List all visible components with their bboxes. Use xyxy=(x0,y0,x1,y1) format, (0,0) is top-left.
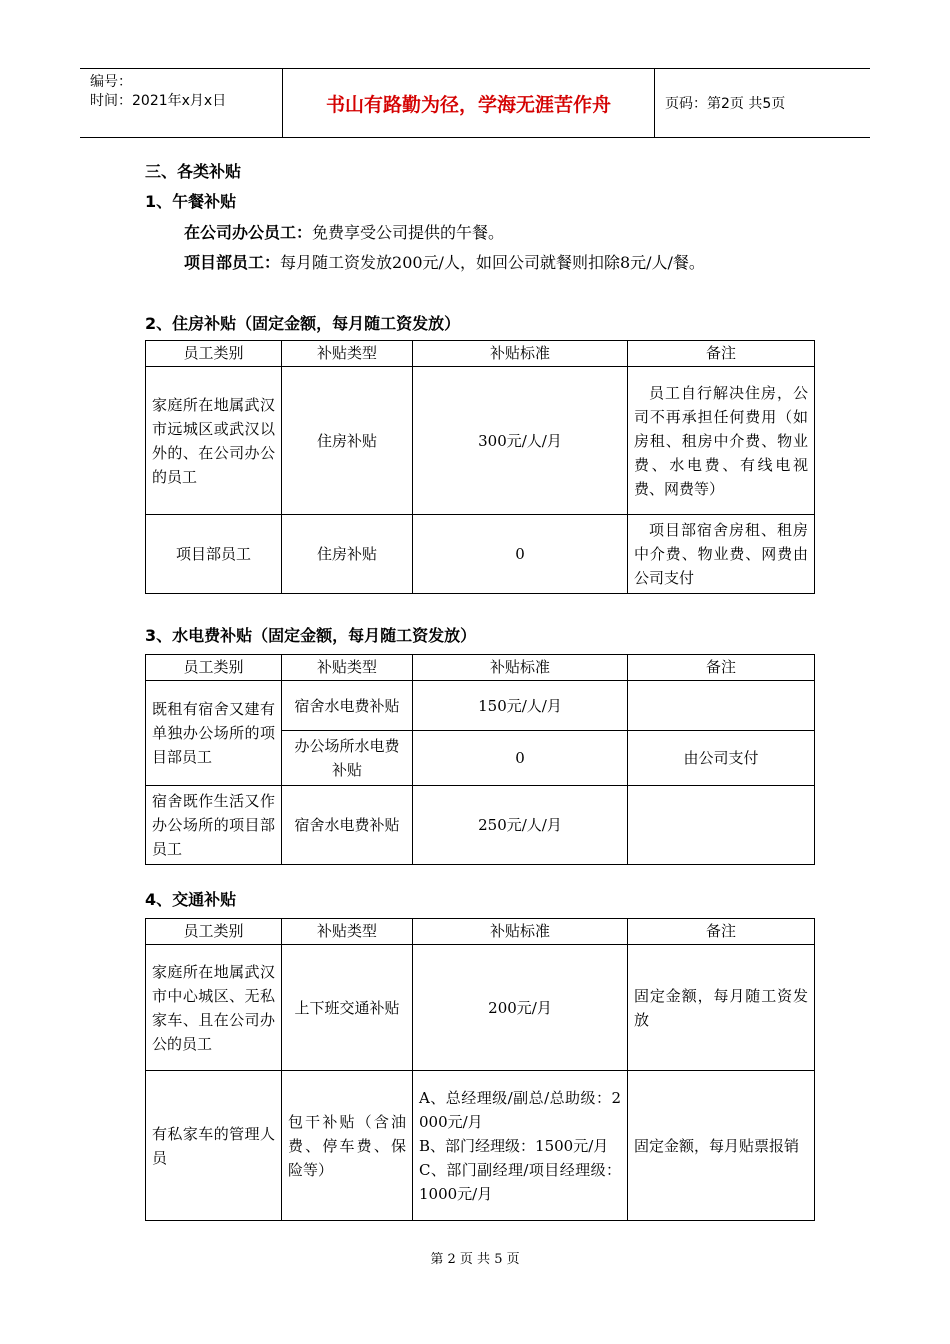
standard-cell: 300元/人/月 xyxy=(413,367,628,515)
table-header-row xyxy=(146,341,815,367)
table-row xyxy=(146,515,815,594)
housing-heading: 2、住房补贴（固定金额，每月随工资发放） xyxy=(145,314,461,333)
lunch-project-text: 每月随工资发放200元/人，如回公司就餐则扣除8元/人/餐。 xyxy=(280,253,705,272)
standard-tier-c: C、部门副经理/项目经理级：1000元/月 xyxy=(419,1160,621,1203)
standard-tier-a: A、总经理级/副总/总助级：2000元/月 xyxy=(419,1088,621,1131)
header-cell: 补贴标准 xyxy=(413,919,628,945)
lunch-office-label: 在公司办公员工： xyxy=(184,223,313,242)
header-cell: 备注 xyxy=(628,341,815,367)
category-cell: 项目部员工 xyxy=(146,515,282,594)
type-cell: 包干补贴（含油费、停车费、保险等） xyxy=(282,1071,413,1221)
note-cell: 固定金额，每月随工资发放 xyxy=(628,945,815,1071)
header-cell: 备注 xyxy=(628,919,815,945)
utilities-table xyxy=(145,654,815,865)
type-cell: 上下班交通补贴 xyxy=(282,945,413,1071)
transport-table xyxy=(145,918,815,1221)
standard-cell: 200元/月 xyxy=(413,945,628,1071)
standard-cell: 0 xyxy=(413,515,628,594)
utilities-heading: 3、水电费补贴（固定金额，每月随工资发放） xyxy=(145,626,477,645)
number-label: 编号： xyxy=(90,74,132,90)
note-cell: 项目部宿舍房租、租房中介费、物业费、网费由公司支付 xyxy=(628,515,815,594)
table-header-row xyxy=(146,655,815,681)
category-cell: 宿舍既作生活又作办公场所的项目部员工 xyxy=(146,786,282,865)
category-cell: 家庭所在地属武汉市中心城区、无私家车、且在公司办公的员工 xyxy=(146,945,282,1071)
type-cell: 宿舍水电费补贴 xyxy=(282,786,413,865)
lunch-project-line xyxy=(184,253,705,273)
note-cell xyxy=(628,786,815,865)
table-row xyxy=(146,786,815,865)
lunch-office-line xyxy=(184,223,504,243)
page-header xyxy=(80,68,870,138)
note-cell xyxy=(628,681,815,731)
standard-cell xyxy=(413,1071,628,1221)
type-cell: 办公场所水电费补贴 xyxy=(282,731,413,786)
header-cell: 员工类别 xyxy=(146,655,282,681)
header-page-number: 页码：第2页 共5页 xyxy=(665,96,786,112)
category-cell: 既租有宿舍又建有单独办公场所的项目部员工 xyxy=(146,681,282,786)
header-motto: 书山有路勤为径，学海无涯苦作舟 xyxy=(282,69,655,137)
table-row xyxy=(146,681,815,731)
type-cell: 宿舍水电费补贴 xyxy=(282,681,413,731)
standard-cell: 0 xyxy=(413,731,628,786)
table-header-row xyxy=(146,919,815,945)
header-cell: 员工类别 xyxy=(146,341,282,367)
lunch-office-text: 免费享受公司提供的午餐。 xyxy=(312,223,505,242)
type-cell: 住房补贴 xyxy=(282,367,413,515)
time-label: 时间：2021年x月x日 xyxy=(90,93,227,109)
header-cell: 补贴类型 xyxy=(282,341,413,367)
category-cell: 家庭所在地属武汉市远城区或武汉以外的、在公司办公的员工 xyxy=(146,367,282,515)
header-cell: 补贴标准 xyxy=(413,341,628,367)
header-cell: 补贴类型 xyxy=(282,655,413,681)
page-footer: 第 2 页 共 5 页 xyxy=(430,1252,520,1267)
standard-tier-b: B、部门经理级：1500元/月 xyxy=(419,1136,609,1155)
header-cell: 备注 xyxy=(628,655,815,681)
header-cell: 补贴类型 xyxy=(282,919,413,945)
note-cell: 由公司支付 xyxy=(628,731,815,786)
header-cell: 员工类别 xyxy=(146,919,282,945)
transport-heading: 4、交通补贴 xyxy=(145,890,237,909)
note-cell: 员工自行解决住房，公司不再承担任何费用（如房租、租房中介费、物业费、水电费、有线电视费、网费等） xyxy=(628,367,815,515)
table-row xyxy=(146,1071,815,1221)
note-cell: 固定金额，每月贴票报销 xyxy=(628,1071,815,1221)
housing-table xyxy=(145,340,815,594)
category-cell: 有私家车的管理人员 xyxy=(146,1071,282,1221)
lunch-heading: 1、午餐补贴 xyxy=(145,192,237,211)
header-cell: 补贴标准 xyxy=(413,655,628,681)
table-row xyxy=(146,367,815,515)
section-title: 三、各类补贴 xyxy=(145,162,242,181)
standard-cell: 150元/人/月 xyxy=(413,681,628,731)
standard-cell: 250元/人/月 xyxy=(413,786,628,865)
header-meta xyxy=(80,69,282,137)
type-cell: 住房补贴 xyxy=(282,515,413,594)
lunch-project-label: 项目部员工： xyxy=(184,253,281,272)
table-row xyxy=(146,945,815,1071)
